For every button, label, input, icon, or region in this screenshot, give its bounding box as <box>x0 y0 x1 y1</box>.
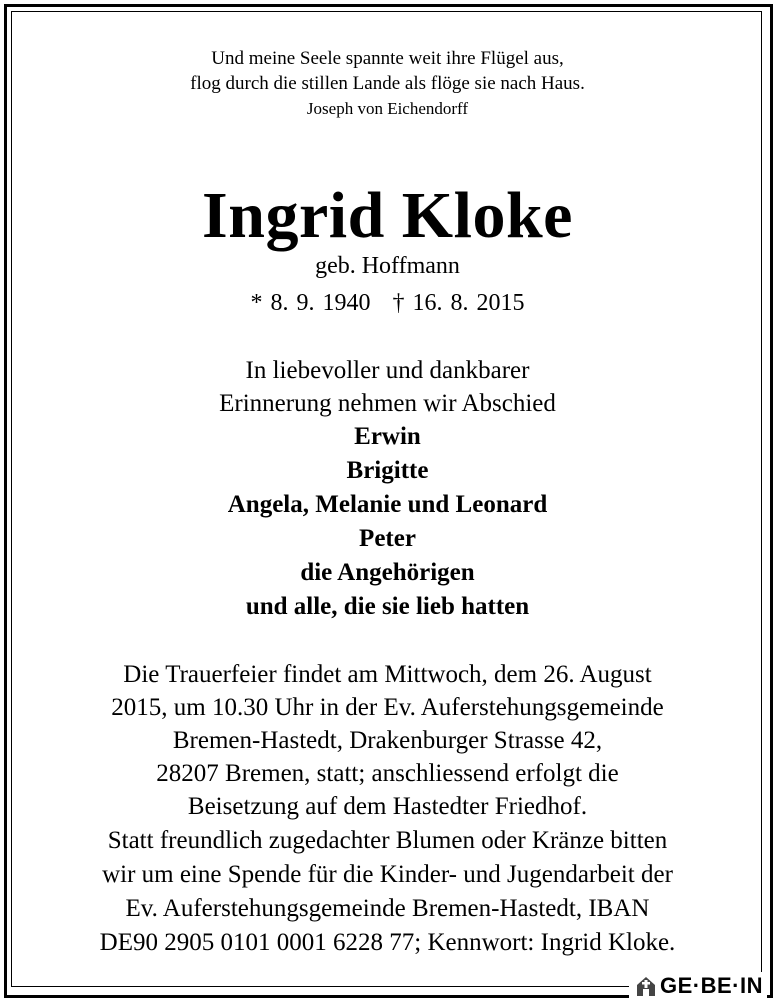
birth-date: * 8. 9. 1940 <box>250 290 371 316</box>
donation-line: wir um eine Spende für die Kinder- und Jugendarbeit der <box>102 861 673 888</box>
poem-quote <box>16 46 759 121</box>
mourner-name: die Angehörigen <box>300 559 475 586</box>
donation-line: Statt freundlich zugedachter Blumen oder Kränze bitten <box>107 827 668 854</box>
logo-text: GE·BE·IN <box>660 973 763 998</box>
mourner-name: Angela, Melanie und Leonard <box>227 491 548 518</box>
poem-author: Joseph von Eichendorff <box>306 99 469 118</box>
service-line: 2015, um 10.30 Uhr in der Ev. Auferstehungsgemeinde <box>111 694 664 721</box>
mourners-list <box>16 420 759 624</box>
death-date: † 16. 8. 2015 <box>392 290 525 316</box>
mourner-name: Erwin <box>354 423 421 450</box>
deceased-name: Ingrid Kloke <box>202 179 573 252</box>
funeral-service-info <box>16 658 759 823</box>
gebein-logo-icon <box>635 975 657 997</box>
donation-line: Ev. Auferstehungsgemeinde Bremen-Hastedt, IBAN <box>125 895 650 922</box>
mourning-line: Erinnerung nehmen wir Abschied <box>219 390 556 417</box>
service-line: Bremen-Hastedt, Drakenburger Strasse 42, <box>172 727 603 754</box>
mourning-line: In liebevoller und dankbarer <box>245 357 530 384</box>
donation-request <box>16 824 759 960</box>
poem-line: Und meine Seele spannte weit ihre Flügel aus, <box>211 48 564 69</box>
mourner-name: Peter <box>359 525 416 552</box>
publisher-logo <box>629 972 767 1000</box>
mourning-intro <box>16 354 759 420</box>
service-line: Die Trauerfeier findet am Mittwoch, dem 26. August <box>123 661 652 688</box>
donation-line: DE90 2905 0101 0001 6228 77; Kennwort: Ingrid Kloke. <box>99 929 676 956</box>
maiden-name: geb. Hoffmann <box>315 253 460 279</box>
service-line: 28207 Bremen, statt; anschliessend erfolgt die <box>156 760 619 787</box>
mourner-name: Brigitte <box>346 457 429 484</box>
life-dates <box>16 288 759 318</box>
mourner-name: und alle, die sie lieb hatten <box>245 593 530 620</box>
poem-line: flog durch die stillen Lande als flöge sie nach Haus. <box>190 73 585 94</box>
service-line: Beisetzung auf dem Hastedter Friedhof. <box>187 793 588 820</box>
